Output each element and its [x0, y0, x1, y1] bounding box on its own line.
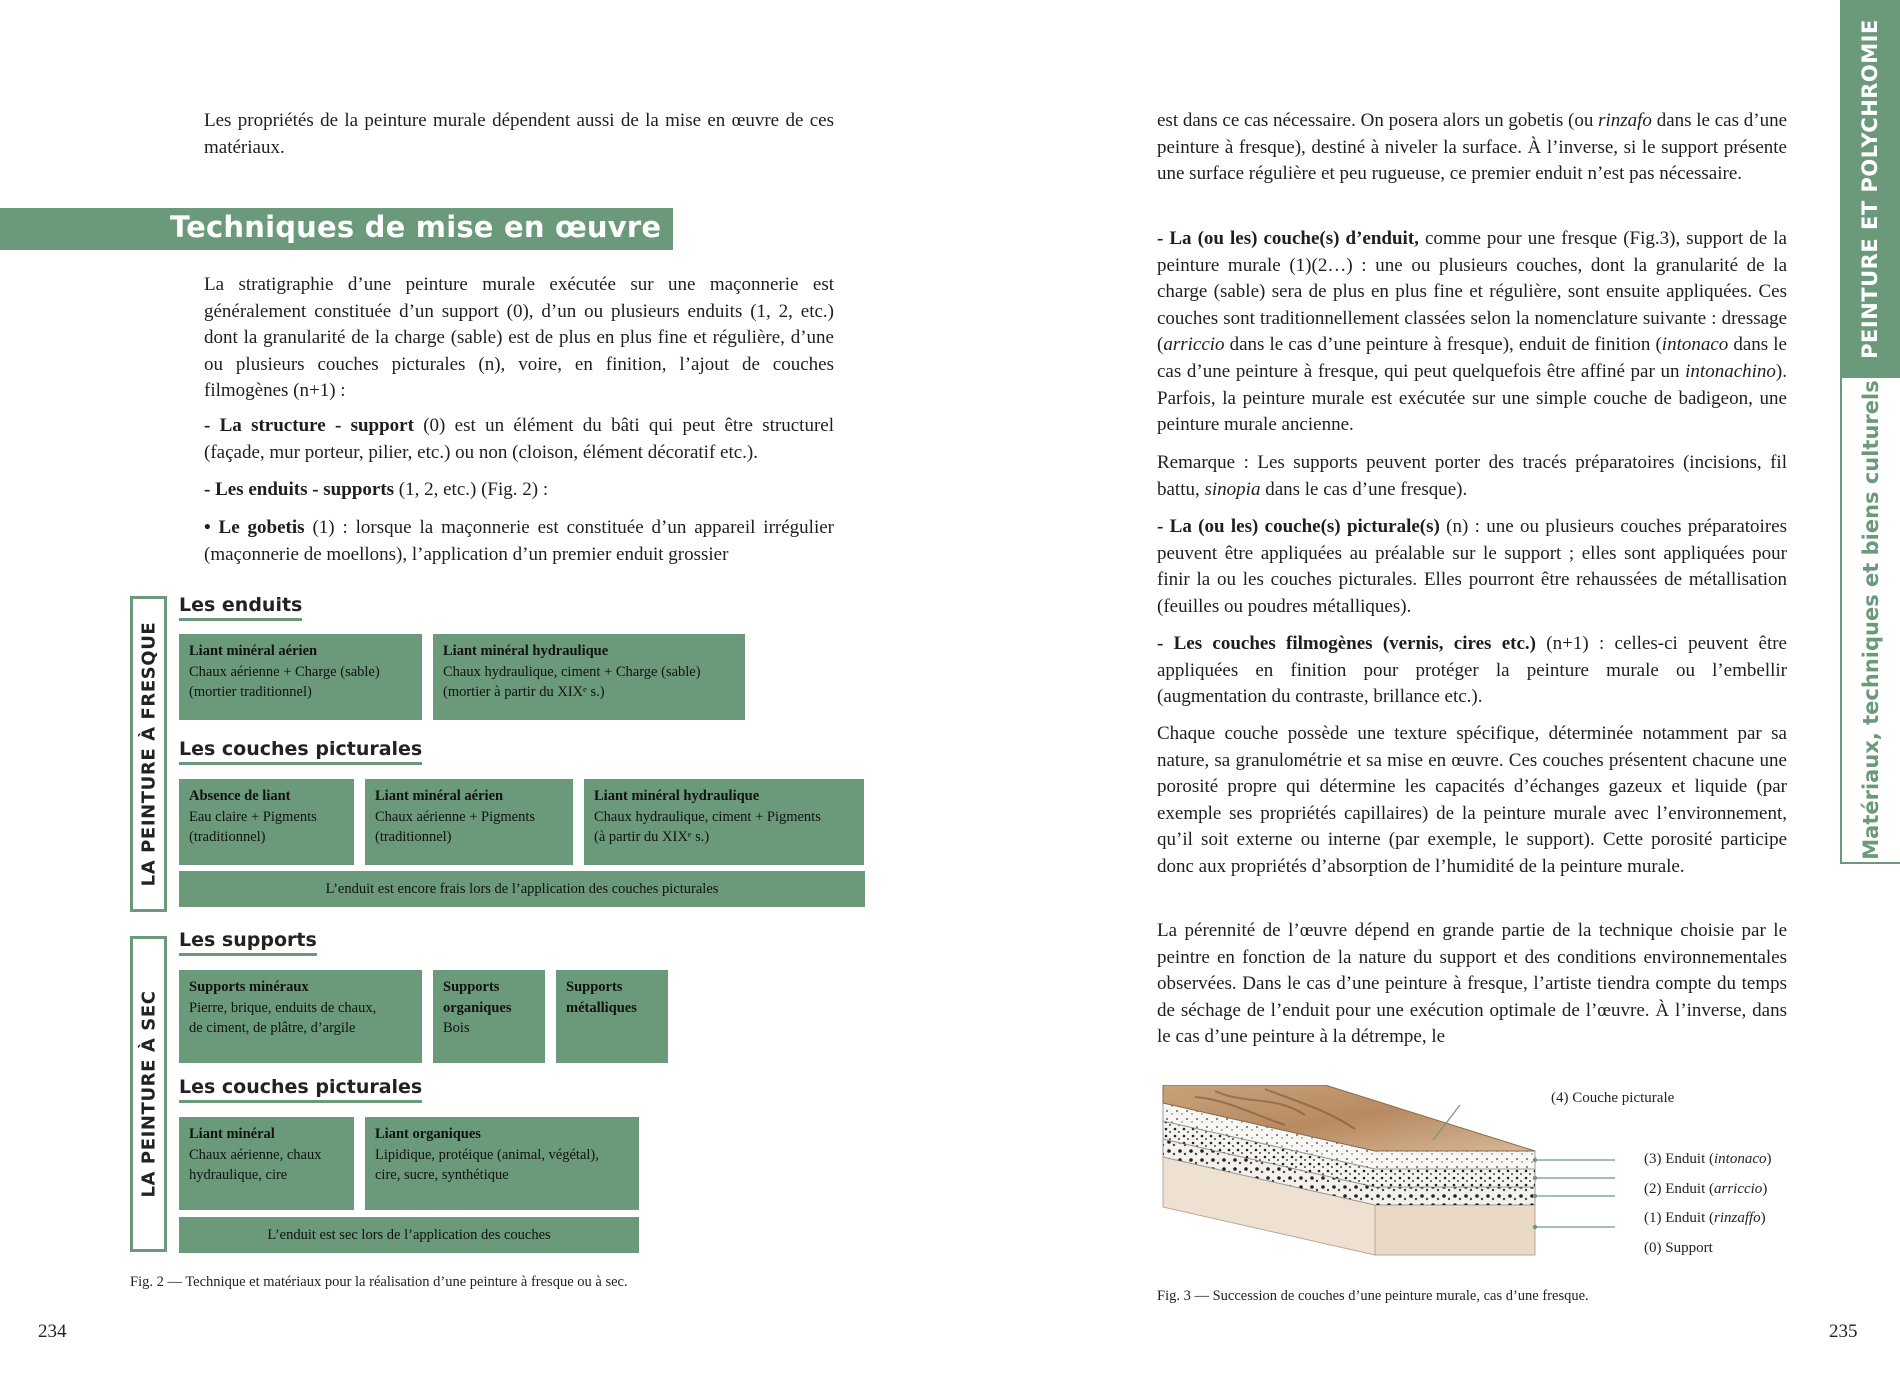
box-title: Liant minéral hydraulique [594, 788, 760, 804]
fig3-label-rinzaffo: (1) Enduit (rinzaffo) [1644, 1210, 1766, 1226]
enduits-paragraph [204, 477, 834, 504]
fresque-enduits-title: Les enduits [179, 594, 302, 621]
fresque-couche-hydraulique [584, 779, 864, 865]
box-desc: Chaux aérienne + Charge (sable) (mortier traditionnel) [189, 663, 380, 700]
fresque-side-label-box [130, 596, 167, 912]
section-tab [1840, 378, 1900, 864]
filmogenes-paragraph [1157, 631, 1787, 711]
gobetis-paragraph [204, 515, 834, 568]
enduit-layers-term: - La (ou les) couche(s) d’enduit, [1157, 228, 1419, 249]
gobetis-text: (1) : lorsque la maçonnerie est constituée d’un appareil irrégulier (maçonnerie de moellons), l’application d’un premier enduit grossier [204, 517, 834, 565]
perennite-paragraph: La pérennité de l’œuvre dépend en grande partie de la technique choisie par le peintre en fonction de la nature du support et des conditions environnementales observées. Dans le cas d’une peinture à fresque, l’artiste tiendra compte du temps de séchage de l’enduit pour une exécution optimale de l’œuvre. À l’inverse, dans le cas d’une peinture à la détrempe, le [1157, 920, 1787, 1048]
gobetis-term: • Le gobetis [204, 517, 305, 538]
box-title: Liant minéral [189, 1126, 275, 1142]
sec-note-bar: L’enduit est sec lors de l’application des couches [179, 1217, 639, 1253]
box-title: Supports minéraux [189, 979, 309, 995]
box-desc: Eau claire + Pigments (traditionnel) [189, 808, 317, 845]
stratigraphy-paragraph: La stratigraphie d’une peinture murale exécutée sur une maçonnerie est généralement constituée d’un support (0), d’un ou plusieurs enduits (1, 2, etc.) dont la granularité de la charge (sable) est de plus en plus fine et régulière, d’une ou plusieurs couches picturales (n), voire, en finition, l’ajout de couches filmogènes (n+1) : [204, 274, 834, 402]
box-desc: Bois [443, 1020, 470, 1036]
fig3-label-arriccio: (2) Enduit (arriccio) [1644, 1181, 1768, 1197]
fresque-couche-absence [179, 779, 354, 865]
fresque-couche-aerien [365, 779, 573, 865]
box-desc: Chaux hydraulique, ciment + Charge (sable) (mortier à partir du XIXᵉ s.) [443, 663, 701, 700]
enduit-layers-text: comme pour une fresque (Fig.3), support de la peinture murale (1)(2…) : une ou plusieurs couches, dont la granularité de la charge (sable) sera de plus en plus fine et régulière, sont ensuite appliquées. Ces couches sont traditionnellement classées selon la nomenclature suivante : dressage (arriccio dans le cas d’une peinture à fresque), enduit de finition (intonaco dans le cas d’une peinture à fresque, qui peut quelquefois être affiné par un intonachino). Parfois, la peinture murale est exécutée sur une simple couche de badigeon, une peinture murale ancienne. [1157, 228, 1787, 436]
remarque-paragraph: Remarque : Les supports peuvent porter des tracés préparatoires (incisions, fil battu, sinopia dans le cas d’une fresque). [1157, 452, 1787, 500]
enduits-text: (1, 2, etc.) (Fig. 2) : [394, 479, 549, 500]
sec-couches-title: Les couches picturales [179, 1076, 422, 1103]
sec-support-metalliques [556, 970, 668, 1063]
sec-couche-organiques [365, 1117, 639, 1210]
sec-couche-mineral [179, 1117, 354, 1210]
picturale-text: (n) : une ou plusieurs couches préparatoires peuvent être appliquées au préalable sur le support ; elles sont appliquées pour finir la ou les couches picturales. Elles pourront être rehaussées de métallisation (feuilles ou poudres métalliques). [1157, 516, 1787, 617]
box-title: Supports organiques [443, 979, 512, 1016]
fresque-side-label: LA PEINTURE À FRESQUE [138, 621, 159, 887]
box-desc: Lipidique, protéique (animal, végétal), cire, sucre, synthétique [375, 1146, 599, 1183]
fig3-caption: Fig. 3 — Succession de couches d’une peinture murale, cas d’une fresque. [1157, 1288, 1589, 1304]
section-tab-label: Matériaux, techniques et biens culturels [1859, 380, 1883, 860]
texture-paragraph: Chaque couche possède une texture spécifique, déterminée notamment par sa nature, sa granulométrie et sa mise en œuvre. Ces couches présentent chacune une porosité propre qui détermine les capacités d’échanges gazeux et liquide (par exemple ses propriétés capillaires) de la peinture murale avec l’environnement, qu’il soit externe ou interne (par exemple, le support). Cette porosité participe donc aux propriétés d’absorption de l’humidité de la peinture murale. [1157, 723, 1787, 877]
fresque-enduit-aerien [179, 634, 422, 720]
box-title: Liant minéral hydraulique [443, 643, 609, 659]
section-title: Techniques de mise en œuvre [170, 210, 662, 244]
section-banner [0, 208, 673, 250]
filmogenes-text: (n+1) : celles-ci peuvent être appliquées en finition pour protéger la peinture murale ou l’embellir (augmentation du contraste, brillance etc.). [1157, 633, 1787, 708]
fresque-couches-title: Les couches picturales [179, 738, 422, 765]
box-title: Supports métalliques [566, 979, 637, 1016]
fig2-caption: Fig. 2 — Technique et matériaux pour la réalisation d’une peinture à fresque ou à sec. [130, 1274, 628, 1290]
sec-support-organiques [433, 970, 545, 1063]
intro-paragraph: Les propriétés de la peinture murale dépendent aussi de la mise en œuvre de ces matériaux. [204, 110, 834, 158]
box-title: Liant minéral aérien [375, 788, 504, 804]
sec-supports-title: Les supports [179, 929, 317, 956]
gobetis-continued-paragraph: est dans ce cas nécessaire. On posera alors un gobetis (ou rinzafo dans le cas d’une peinture à fresque), destiné à niveler la surface. À l’inverse, si le support présente une surface régulière et peu rugueuse, ce premier enduit n’est pas nécessaire. [1157, 110, 1787, 185]
structure-paragraph [204, 413, 834, 466]
fig3-label-couche-picturale: (4) Couche picturale [1551, 1090, 1675, 1106]
chapter-tab-label: PEINTURE ET POLYCHROMIE [1858, 19, 1882, 359]
enduits-term: - Les enduits - supports [204, 479, 395, 500]
picturale-term: - La (ou les) couche(s) picturale(s) [1157, 516, 1440, 537]
fig3-label-support: (0) Support [1644, 1240, 1713, 1256]
box-title: Liant organiques [375, 1126, 481, 1142]
structure-text: (0) est un élément du bâti qui peut être structurel (façade, mur porteur, pilier, etc.) ou non (cloison, élément décoratif etc.). [204, 415, 834, 463]
chapter-tab [1840, 0, 1900, 378]
sec-side-label-box [130, 936, 167, 1252]
fresque-enduit-hydraulique [433, 634, 745, 720]
box-desc: Chaux aérienne + Pigments (traditionnel) [375, 808, 535, 845]
enduit-layers-paragraph [1157, 226, 1787, 439]
page-number-right: 235 [1829, 1321, 1858, 1342]
box-desc: Pierre, brique, enduits de chaux, de ciment, de plâtre, d’argile [189, 999, 377, 1036]
picturale-paragraph [1157, 514, 1787, 620]
structure-term: - La structure - support [204, 415, 414, 436]
page-number-left: 234 [38, 1321, 67, 1342]
box-title: Absence de liant [189, 788, 291, 804]
box-desc: Chaux hydraulique, ciment + Pigments (à partir du XIXᵉ s.) [594, 808, 821, 845]
fig3-label-intonaco: (3) Enduit (intonaco) [1644, 1151, 1772, 1167]
box-desc: Chaux aérienne, chaux hydraulique, cire [189, 1146, 322, 1183]
fresco-layers-illustration [1155, 1085, 1615, 1260]
filmogenes-term: - Les couches filmogènes (vernis, cires etc.) [1157, 633, 1536, 654]
sec-support-mineraux [179, 970, 422, 1063]
box-title: Liant minéral aérien [189, 643, 318, 659]
fresque-note-bar: L’enduit est encore frais lors de l’application des couches picturales [179, 871, 865, 907]
sec-side-label: LA PEINTURE À SEC [138, 990, 159, 1198]
